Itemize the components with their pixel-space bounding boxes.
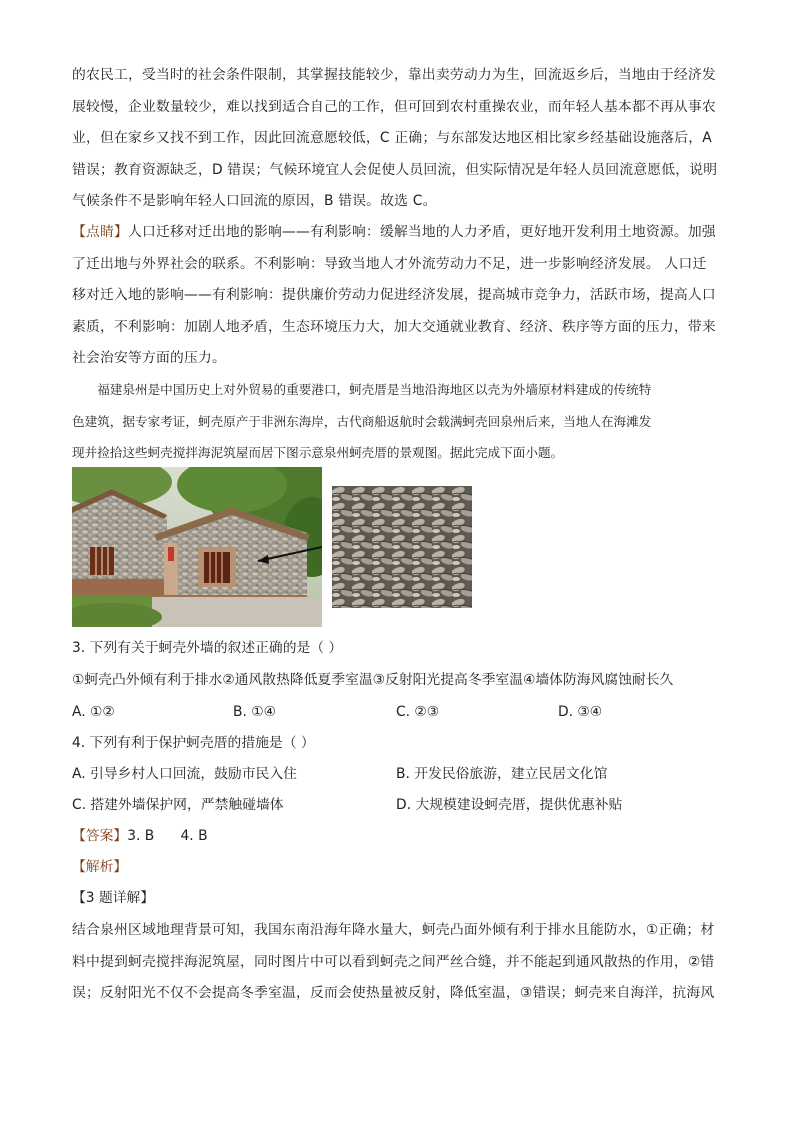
text-line: 的农民工，受当时的社会条件限制，其掌握技能较少，靠出卖劳动力为生，回流返乡后，当地由于经济发 [72, 67, 716, 83]
q3-option-d[interactable]: D. ③④ [558, 704, 603, 720]
oyster-shell-house-photo [72, 467, 322, 627]
text-line [72, 217, 722, 249]
text-line: 现并捡拾这些蚵壳搅拌海泥筑屋而居下图示意泉州蚵壳厝的景观图。据此完成下面小题。 [72, 445, 564, 460]
text-line: 错误；教育资源缺乏，D 错误；气候环境宜人会促使人员回流，但实际情况是年轻人员回流意愿低，说明 [72, 161, 718, 178]
text-line: 色建筑，据专家考证，蚵壳原产于非洲东海岸，古代商船返航时会载满蚵壳回泉州后来，当地人在海滩发 [72, 413, 652, 429]
text-line: 社会治安等方面的压力。 [72, 350, 226, 366]
explanation-paragraph [72, 60, 722, 218]
key-point-label: 【点睛】 [72, 224, 128, 240]
question-4-stem: 4. 下列有利于保护蚵壳厝的措施是（ ） [72, 735, 315, 751]
q3-option-c[interactable]: C. ②③ [396, 704, 440, 720]
text-line: 了迁出地与外界社会的联系。不利影响：导致当地人才外流劳动力不足，进一步影响经济发展。 人口迁 [72, 255, 707, 272]
oyster-shell-closeup-photo [332, 486, 472, 608]
key-point-section [72, 217, 722, 375]
material-paragraph [72, 374, 722, 469]
q3-option-b[interactable]: B. ①④ [233, 704, 276, 720]
q4-option-c[interactable]: C. 搭建外墙保护网，严禁触碰墙体 [72, 797, 284, 813]
answer-line [72, 826, 208, 846]
q4-option-b[interactable]: B. 开发民俗旅游，建立民居文化馆 [396, 766, 608, 782]
analysis-label: 【解析】 [72, 859, 128, 875]
text-line: 结合泉州区域地理背景可知，我国东南沿海年降水量大，蚵壳凸面外倾有利于排水且能防水，①正确；材 [72, 922, 715, 938]
text-line: 展较慢，企业数量较少，难以找到适合自己的工作，但可回到农村重操农业，而年轻人基本都不再从事农 [72, 98, 716, 115]
q4-option-d[interactable]: D. 大规模建设蚵壳厝，提供优惠补贴 [396, 797, 623, 813]
text-line: 料中提到蚵壳搅拌海泥筑屋，同时图片中可以看到蚵壳之间严丝合缝，并不能起到通风散热的作用，②错 [72, 953, 715, 970]
answer-text: 3. B 4. B [127, 828, 208, 844]
question-3-stem: 3. 下列有关于蚵壳外墙的叙述正确的是（ ） [72, 640, 343, 656]
text-line: 素质，不利影响：加剧人地矛盾，生态环境压力大，加大交通就业教育、经济、秩序等方面的压力，带来 [72, 318, 716, 335]
text-line: 移对迁入地的影响——有利影响：提供廉价劳动力促进经济发展，提高城市竞争力，活跃市场，提高人口 [72, 287, 716, 303]
q3-option-a[interactable]: A. ①② [72, 704, 115, 720]
text-line: 业，但在家乡又找不到工作，因此回流意愿较低，C 正确；与东部发达地区相比家乡经基础设施落后，A [72, 130, 712, 146]
q4-option-a[interactable]: A. 引导乡村人口回流，鼓励市民入住 [72, 766, 297, 782]
text-line: 福建泉州是中国历史上对外贸易的重要港口，蚵壳厝是当地沿海地区以壳为外墙原材料建成的传统特 [97, 382, 652, 397]
text-line: 误；反射阳光不仅不会提高冬季室温，反而会使热量被反射，降低室温，③错误；蚵壳来自海洋，抗海风 [72, 985, 715, 1001]
answer-label: 【答案】 [72, 828, 128, 844]
question-3-statements: ①蚵壳凸外倾有利于排水②通风散热降低夏季室温③反射阳光提高冬季室温④墙体防海风腐蚀耐长久 [72, 672, 674, 688]
text-line: 气候条件不是影响年轻人口回流的原因，B 错误。故选 C。 [72, 193, 437, 209]
detail-paragraph [72, 915, 722, 1010]
text-segment: 人口迁移对迁出地的影响——有利影响：缓解当地的人力矛盾，更好地开发利用土地资源。加强 [128, 224, 716, 240]
detail-label: 【3 题详解】 [72, 890, 155, 906]
